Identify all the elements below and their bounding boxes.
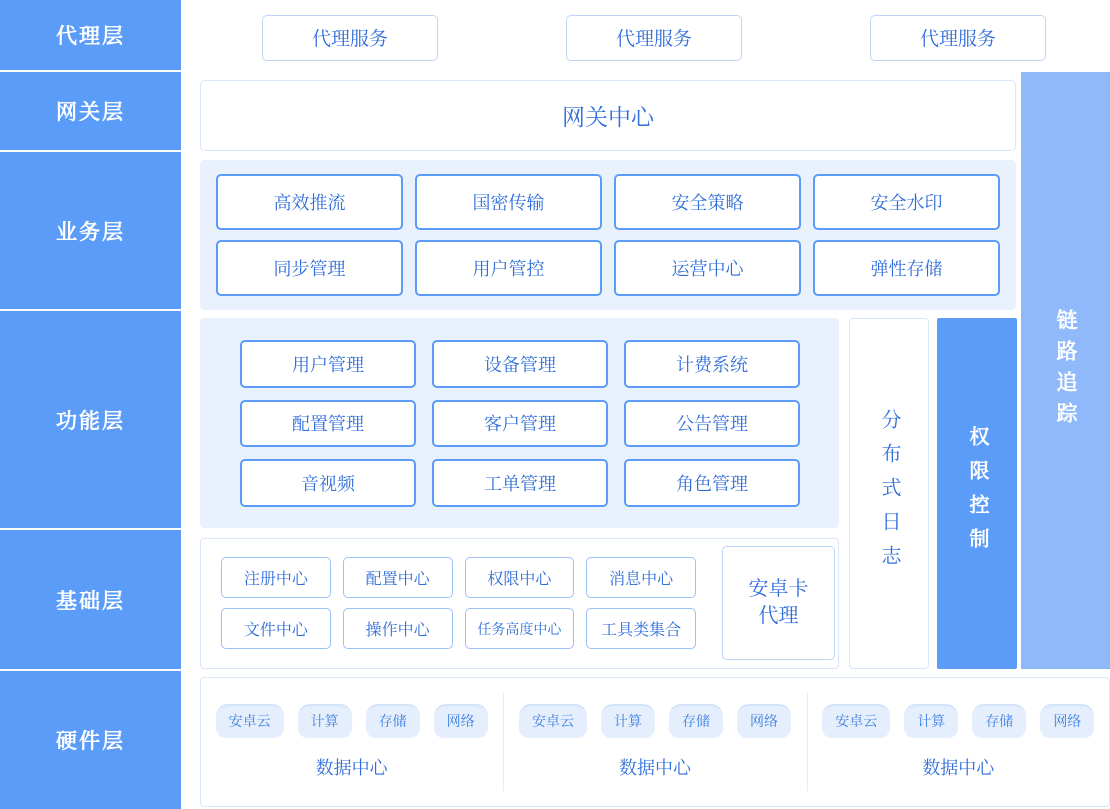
function-item-box[interactable]: 用户管理 [240, 340, 416, 388]
base-item-box[interactable]: 文件中心 [221, 608, 331, 649]
base-item-box[interactable]: 消息中心 [586, 557, 696, 598]
resource-chip-compute[interactable]: 计算 [904, 704, 958, 738]
data-center-title: 数据中心 [315, 758, 388, 778]
business-item-box[interactable]: 运营中心 [614, 240, 801, 296]
data-center-chips [519, 704, 791, 738]
android-agent-line2: 代理 [758, 605, 799, 627]
distributed-log-label: 分布式日志 [878, 408, 900, 579]
agent-service-box[interactable]: 代理服务 [262, 15, 438, 61]
agent-layer-row [198, 5, 1110, 70]
resource-chip-cloud[interactable]: 安卓云 [216, 704, 284, 738]
layer-label-business-text: 业务层 [56, 220, 125, 244]
base-item-box[interactable]: 操作中心 [343, 608, 453, 649]
business-item-box[interactable]: 高效推流 [216, 174, 403, 230]
resource-chip-storage[interactable]: 存储 [366, 704, 420, 738]
resource-chip-compute[interactable]: 计算 [601, 704, 655, 738]
base-item-box[interactable]: 权限中心 [465, 557, 575, 598]
link-trace-label: 链路追踪 [1054, 308, 1078, 433]
function-item-box[interactable]: 公告管理 [624, 400, 800, 448]
resource-chip-compute[interactable]: 计算 [298, 704, 352, 738]
data-center-title: 数据中心 [922, 758, 995, 778]
business-item-box[interactable]: 同步管理 [216, 240, 403, 296]
layer-label-agent-text: 代理层 [56, 25, 125, 48]
data-center-chips [216, 704, 488, 738]
function-item-box[interactable]: 客户管理 [432, 400, 608, 448]
layer-label-base [0, 530, 181, 671]
layer-label-column [0, 0, 181, 809]
layer-label-hardware [0, 671, 181, 809]
layer-label-function-text: 功能层 [56, 409, 125, 433]
base-item-box[interactable]: 注册中心 [221, 557, 331, 598]
base-item-box[interactable]: 任务高度中心 [465, 608, 575, 649]
business-item-box[interactable]: 弹性存储 [813, 240, 1000, 296]
business-item-box[interactable]: 安全水印 [813, 174, 1000, 230]
permission-control-label: 权限控制 [966, 425, 988, 562]
base-item-box[interactable]: 配置中心 [343, 557, 453, 598]
layer-label-agent [0, 0, 181, 72]
layer-label-base-text: 基础层 [56, 589, 125, 613]
function-item-box[interactable]: 角色管理 [624, 459, 800, 507]
function-layer-grid [240, 340, 800, 507]
business-item-box[interactable]: 安全策略 [614, 174, 801, 230]
link-trace-bar [1021, 72, 1110, 669]
resource-chip-network[interactable]: 网络 [1040, 704, 1094, 738]
data-center-chips [822, 704, 1094, 738]
distributed-log-panel [849, 318, 929, 669]
layer-label-gateway [0, 72, 181, 152]
business-item-box[interactable]: 用户管控 [415, 240, 602, 296]
layer-label-hardware-text: 硬件层 [56, 730, 125, 753]
android-agent-box[interactable] [722, 546, 835, 660]
gateway-center-box[interactable]: 网关中心 [200, 80, 1016, 151]
layer-label-gateway-text: 网关层 [56, 101, 125, 124]
data-center-title: 数据中心 [618, 758, 691, 778]
base-layer-grid [221, 557, 696, 649]
permission-control-panel [937, 318, 1017, 669]
resource-chip-cloud[interactable]: 安卓云 [519, 704, 587, 738]
business-layer-grid [216, 174, 1000, 296]
android-agent-line1: 安卓卡 [748, 578, 809, 600]
function-item-box[interactable]: 计费系统 [624, 340, 800, 388]
function-item-box[interactable]: 音视频 [240, 459, 416, 507]
function-item-box[interactable]: 设备管理 [432, 340, 608, 388]
base-item-box[interactable]: 工具类集合 [586, 608, 696, 649]
layer-label-function [0, 311, 181, 530]
function-item-box[interactable]: 配置管理 [240, 400, 416, 448]
resource-chip-network[interactable]: 网络 [434, 704, 488, 738]
function-item-box[interactable]: 工单管理 [432, 459, 608, 507]
resource-chip-storage[interactable]: 存储 [972, 704, 1026, 738]
resource-chip-cloud[interactable]: 安卓云 [822, 704, 890, 738]
resource-chip-storage[interactable]: 存储 [669, 704, 723, 738]
hardware-layer-row [200, 677, 1110, 807]
data-center-block [807, 677, 1110, 807]
data-center-block [503, 677, 806, 807]
agent-service-box[interactable]: 代理服务 [870, 15, 1046, 61]
layer-label-business [0, 152, 181, 311]
resource-chip-network[interactable]: 网络 [737, 704, 791, 738]
agent-service-box[interactable]: 代理服务 [566, 15, 742, 61]
data-center-block [200, 677, 503, 807]
business-item-box[interactable]: 国密传输 [415, 174, 602, 230]
